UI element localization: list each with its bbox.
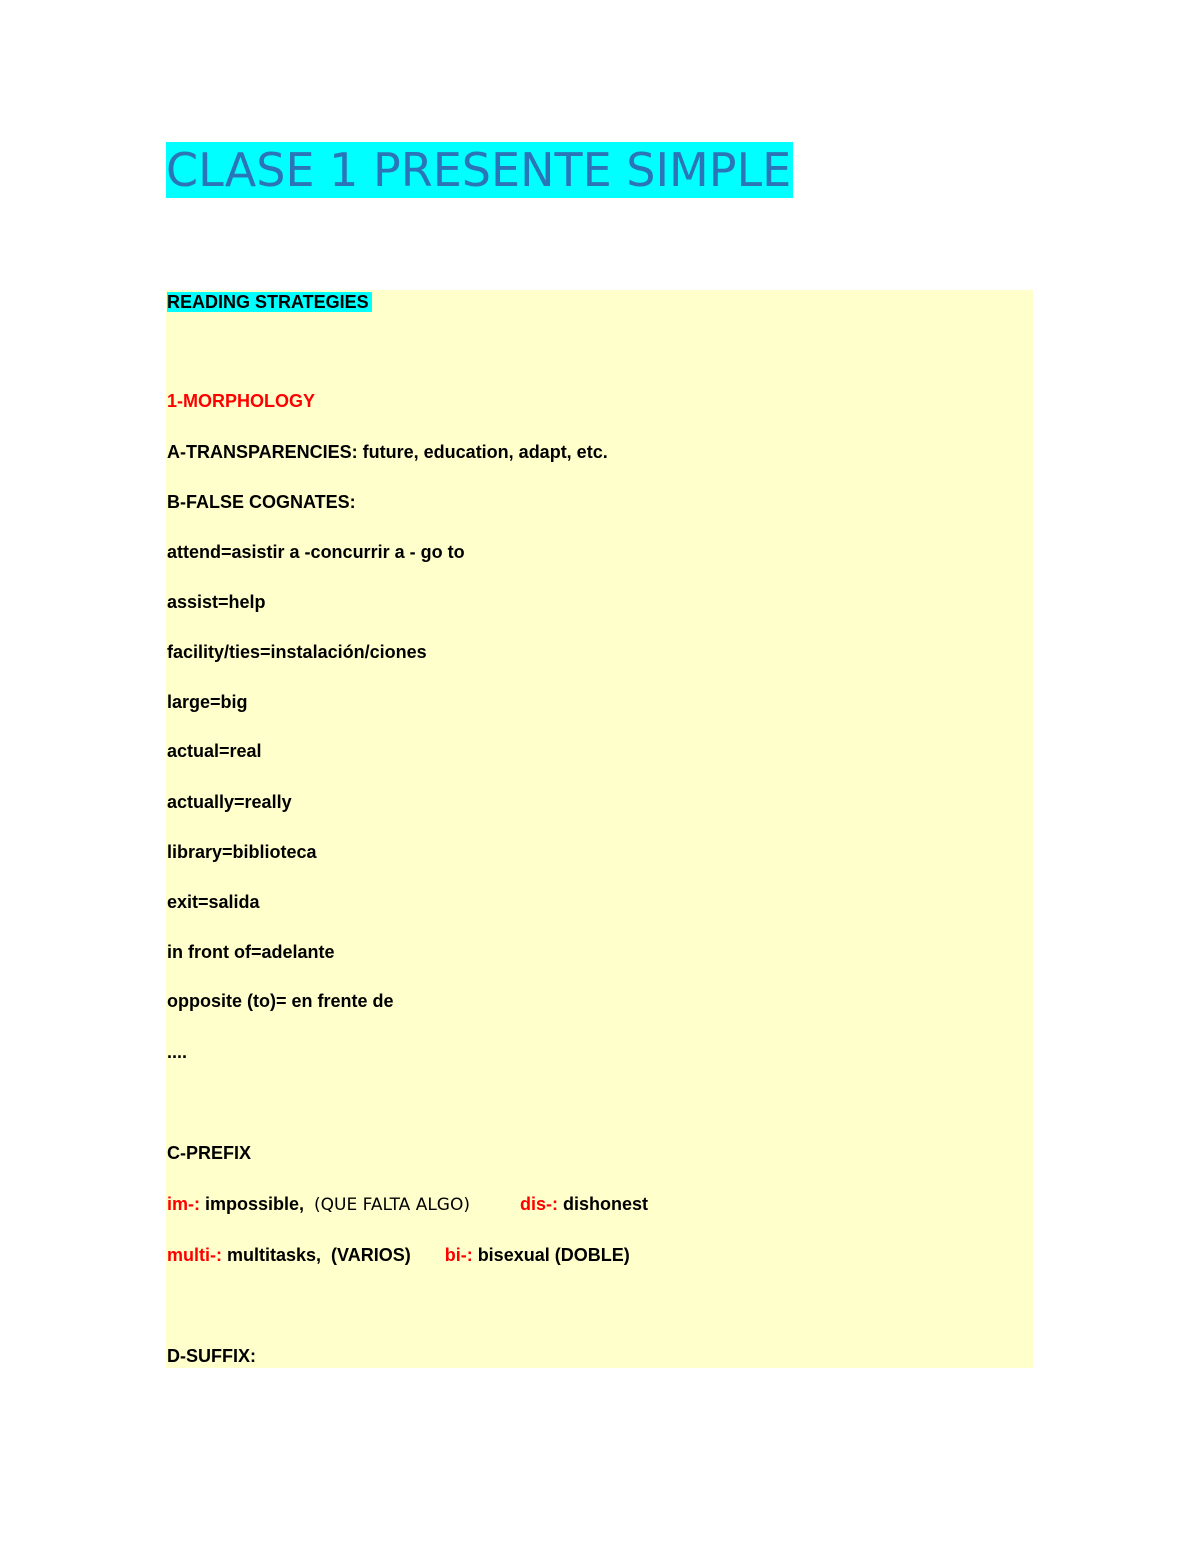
prefix-example: dishonest [558, 1194, 649, 1214]
transparencies-line: A-TRANSPARENCIES: future, education, adapt, etc. [167, 442, 608, 462]
prefix-example: impossible, [200, 1194, 305, 1214]
prefix-row [167, 1244, 630, 1266]
prefix-term: bi-: [444, 1245, 473, 1265]
false-cognate-item: actually=really [167, 792, 292, 812]
false-cognate-item: assist=help [167, 592, 266, 612]
false-cognate-item: library=biblioteca [167, 842, 317, 862]
false-cognate-item: facility/ties=instalación/ciones [167, 642, 427, 662]
prefix-term: im-: [167, 1194, 200, 1214]
false-cognate-item: .... [167, 1042, 188, 1062]
section-heading [167, 291, 372, 313]
prefix-term: dis-: [520, 1194, 558, 1214]
false-cognate-item: attend=asistir a -concurrir a - go to [167, 542, 465, 562]
prefix-example: bisexual (DOBLE) [472, 1245, 630, 1265]
prefix-note: (QUE FALTA ALGO) [314, 1195, 470, 1215]
prefix-term: multi-: [167, 1245, 222, 1265]
false-cognate-item: opposite (to)= en frente de [167, 991, 394, 1011]
false-cognates-label: B-FALSE COGNATES: [167, 492, 356, 512]
page-title: CLASE 1 PRESENTE SIMPLE [166, 143, 792, 197]
false-cognate-item: exit=salida [167, 892, 260, 912]
suffix-label: D-SUFFIX: [167, 1346, 256, 1366]
section-heading-text: READING STRATEGIES [167, 292, 372, 312]
false-cognate-item: actual=real [167, 741, 262, 761]
prefix-example: multitasks, [221, 1245, 322, 1265]
false-cognate-item: in front of=adelante [167, 942, 335, 962]
prefix-row [167, 1193, 648, 1216]
morphology-heading: 1-MORPHOLOGY [167, 391, 316, 411]
prefix-label: C-PREFIX [167, 1143, 252, 1163]
prefix-note: (VARIOS) [331, 1245, 411, 1265]
false-cognate-item: large=big [167, 692, 248, 712]
